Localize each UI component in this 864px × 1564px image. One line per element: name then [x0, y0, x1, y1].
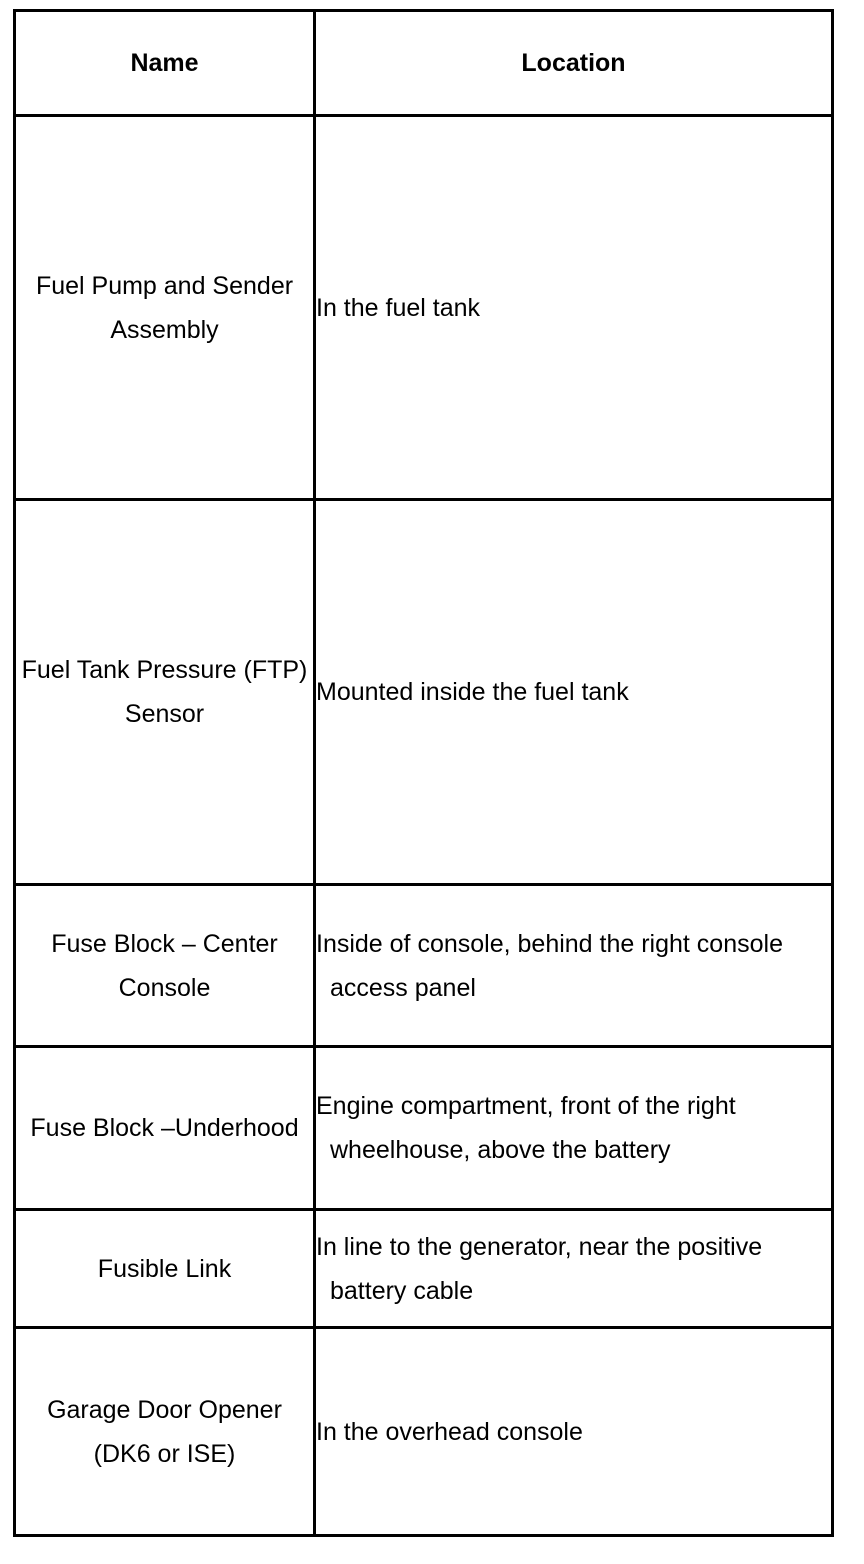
component-name: Fuel Tank Pressure (FTP) Sensor [15, 500, 315, 885]
header-row [15, 11, 833, 116]
table-row [15, 500, 833, 885]
component-name: Fuse Block – Center Console [15, 885, 315, 1047]
component-name: Garage Door Opener (DK6 or ISE) [15, 1328, 315, 1536]
location-column-header: Location [315, 11, 833, 116]
component-location: Inside of console, behind the right console access panel [315, 885, 833, 1047]
table-row [15, 116, 833, 500]
name-column-header: Name [15, 11, 315, 116]
component-location: In line to the generator, near the positive battery cable [315, 1210, 833, 1328]
component-location: Engine compartment, front of the right wheelhouse, above the battery [315, 1047, 833, 1210]
component-location: In the overhead console [315, 1328, 833, 1536]
table-row [15, 1328, 833, 1536]
component-location: Mounted inside the fuel tank [315, 500, 833, 885]
component-location-table [13, 9, 834, 1537]
component-name: Fuse Block –Underhood [15, 1047, 315, 1210]
table-row [15, 885, 833, 1047]
component-name: Fuel Pump and Sender Assembly [15, 116, 315, 500]
component-location: In the fuel tank [315, 116, 833, 500]
table-row [15, 1047, 833, 1210]
component-name: Fusible Link [15, 1210, 315, 1328]
table-row [15, 1210, 833, 1328]
